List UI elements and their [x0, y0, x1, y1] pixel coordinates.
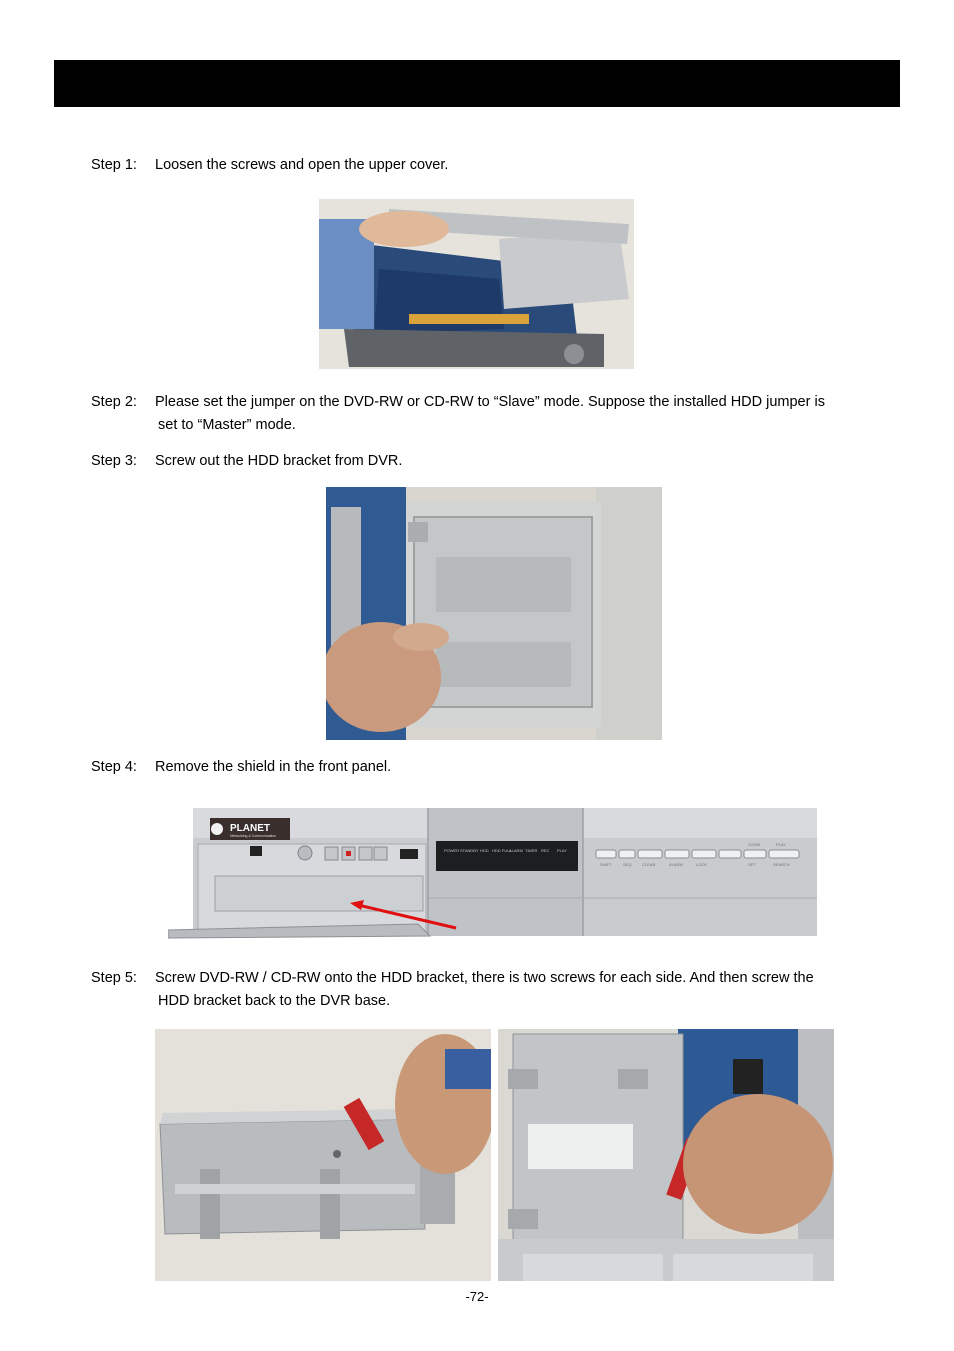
- step-4: [91, 756, 891, 779]
- step-number: Step 3:: [91, 453, 137, 469]
- led-label-hdd-full: HDD FULL: [492, 848, 512, 853]
- step-text-continuation: set to “Master” mode.: [158, 417, 296, 433]
- led-label-rec: REC: [541, 848, 550, 853]
- step-5: [91, 967, 891, 1013]
- button-label-seq: SEQ: [623, 862, 632, 867]
- led-label-play: PLAY: [557, 848, 567, 853]
- button-label-lock: LOCK: [696, 862, 707, 867]
- led-label-hdd: HDD: [480, 848, 489, 853]
- step-text: Remove the shield in the front panel.: [155, 759, 392, 775]
- step-text: Screw DVD-RW / CD-RW onto the HDD bracket, there is two screws for each side. And then screw the: [155, 970, 814, 986]
- header-bar: [54, 60, 900, 107]
- step-text: Loosen the screws and open the upper cover.: [155, 157, 449, 173]
- button-label-alarm: ALARM: [669, 862, 683, 867]
- step-2: [91, 391, 891, 437]
- planet-logo-text: PLANET: [230, 823, 270, 834]
- button-label-play: PLAY: [776, 842, 786, 847]
- photo-hdd-bracket: [326, 487, 662, 740]
- led-label-standby: STANDBY: [460, 848, 479, 853]
- step-text: Please set the jumper on the DVD-RW or CD-RW to “Slave” mode. Suppose the installed HDD jumper is: [155, 394, 825, 410]
- step-3: [91, 450, 891, 473]
- button-label-clear: CLEAR: [642, 862, 656, 867]
- button-label-set: SET: [748, 862, 756, 867]
- button-label-search: SEARCH: [773, 862, 790, 867]
- led-label-alarm: ALARM: [509, 848, 523, 853]
- page-number: -72-: [465, 1289, 489, 1304]
- led-display: [436, 841, 578, 871]
- step-text: Screw out the HDD bracket from DVR.: [155, 453, 403, 469]
- step-number: Step 2:: [91, 394, 137, 410]
- button-label-zoom: ZOOM: [748, 842, 760, 847]
- step-number: Step 4:: [91, 759, 137, 775]
- step-1: [91, 154, 891, 177]
- planet-tagline: Networking & Communication: [230, 834, 277, 838]
- step-text-continuation: HDD bracket back to the DVR base.: [158, 993, 391, 1009]
- led-label-timer: TIMER: [525, 848, 538, 853]
- step-number: Step 1:: [91, 157, 137, 173]
- photo-front-panel: [168, 806, 817, 940]
- photo-screw-drive: [155, 1029, 491, 1281]
- led-label-power: POWER: [444, 848, 460, 853]
- button-label-shift: SHIFT: [600, 862, 612, 867]
- step-number: Step 5:: [91, 970, 137, 986]
- photo-open-cover: [319, 199, 634, 369]
- photo-bracket-back: [498, 1029, 834, 1281]
